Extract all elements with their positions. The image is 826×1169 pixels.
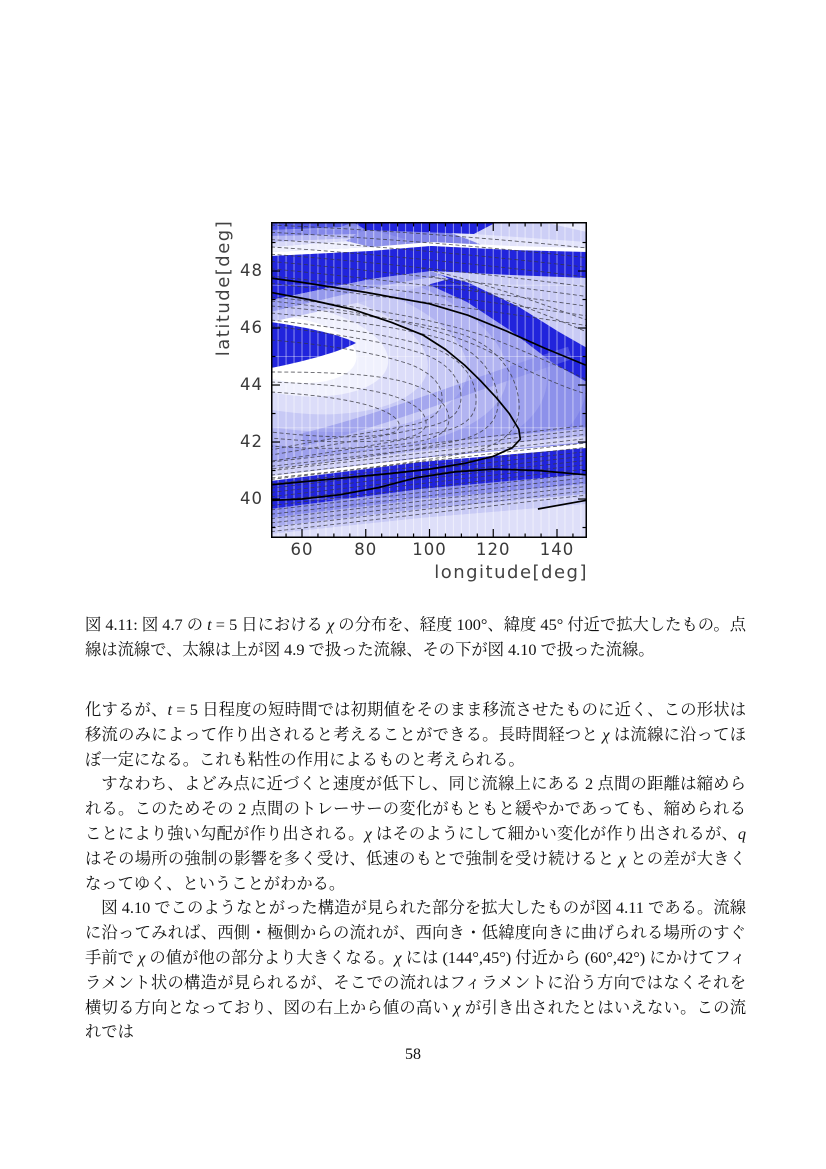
y-tick-label: 48 (240, 261, 263, 281)
y-axis-label: latitude[deg] (213, 219, 234, 357)
chi-contour-plot (271, 222, 587, 538)
paragraph: 化するが、t = 5 日程度の短時間では初期値をそのまま移流させたものに近く、この形状は移流のみによって作り出されると考えることができる。長時間経つと χ は流線に沿ってほぼ一定になる。これも粘性の作用によるものと考えられる。 (85, 700, 746, 769)
x-tick-label: 60 (290, 540, 314, 559)
paragraph: すなわち、よどみ点に近づくと速度が低下し、同じ流線上にある 2 点間の距離は縮められる。このためその 2 点間のトレーサーの変化がもともと緩やかであっても、縮められることにより強い勾配が作り出される。χ はそのようにして細かい変化が作り出されるが、q はその場所の強制の影響を多く受け、低速のもとで強制を受け続けると χ との差が大きくなってゆく、ということがわかる。 (85, 774, 746, 893)
x-tick-label: 120 (476, 540, 511, 559)
x-axis-label: longitude[deg] (434, 562, 588, 583)
figure-caption: 図 4.11: 図 4.7 の t = 5 日における χ の分布を、経度 100°、緯度 45° 付近で拡大したもの。点線は流線で、太線は上が図 4.9 で扱った流線、その下が図 4.10 で扱った流線。 (85, 615, 747, 659)
page-number: 58 (405, 1046, 421, 1063)
y-tick-label: 46 (240, 318, 263, 338)
y-tick-label: 42 (240, 432, 263, 452)
y-tick-label: 40 (240, 489, 263, 509)
figure-4-11 (240, 222, 587, 559)
x-tick-label: 80 (354, 540, 378, 559)
body-text (85, 698, 746, 1045)
x-tick-label: 100 (412, 540, 447, 559)
y-tick-label: 44 (240, 375, 263, 395)
x-tick-label: 140 (539, 540, 575, 559)
paragraph: 図 4.10 でこのようなとがった構造が見られた部分を拡大したものが図 4.11 である。流線に沿ってみれば、西側・極側からの流れが、西向き・低緯度向きに曲げられる場所のすぐ手前で χ の値が他の部分より大きくなる。χ には (144°,45°) 付近から (60°,42°) にかけてフィラメント状の構造が見られるが、そこでの流れはフィラメントに沿う方向ではなくそれを横切る方向となっており、図の右上から値の高い χ が引き出されたとはいえない。この流れでは (85, 898, 746, 1042)
